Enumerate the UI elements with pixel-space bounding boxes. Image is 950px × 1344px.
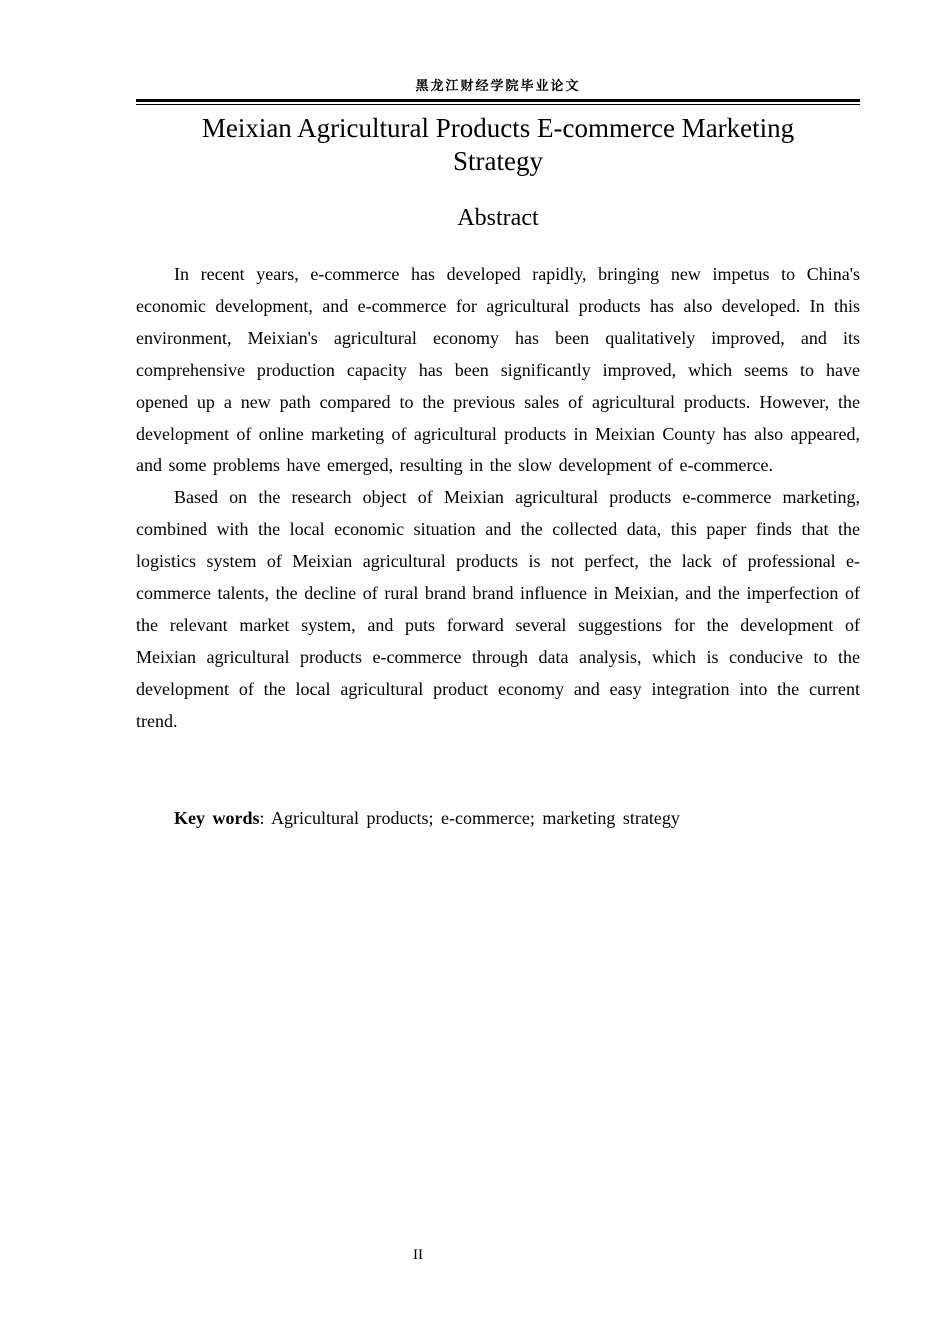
abstract-paragraph-1: In recent years, e-commerce has developed rapidly, bringing new impetus to China's economic development, and e-commerce for agricultural products has also developed. In this environment, Meixian's agricultural economy has been qualitatively improved, and its comprehensive production capacity has been significantly improved, which seems to have opened up a new path compared to the previous sales of agricultural products. However, the development of online marketing of agricultural products in Meixian County has also appeared, and some problems have emerged, resulting in the slow development of e-commerce. (136, 264, 860, 476)
header-rule-thin (136, 104, 860, 105)
running-header: 黑龙江财经学院毕业论文 (415, 79, 581, 94)
keywords-separator: : (259, 808, 265, 828)
abstract-body (136, 259, 860, 738)
header-rule-thick (136, 99, 860, 102)
page-number: II (413, 1247, 423, 1263)
keywords-label: Key words (174, 808, 260, 828)
keywords-text: Agricultural products; e-commerce; marketing strategy (264, 808, 680, 828)
abstract-paragraph-2: Based on the research object of Meixian agricultural products e-commerce marketing, combined with the local economic situation and the collected data, this paper finds that the logistics system of Meixian agricultural products is not perfect, the lack of professional e-commerce talents, the decline of rural brand brand influence in Meixian, and the imperfection of the relevant market system, and puts forward several suggestions for the development of Meixian agricultural products e-commerce through data analysis, which is conducive to the development of the local agricultural product economy and easy integration into the current trend. (136, 487, 860, 731)
keywords-line (136, 802, 860, 834)
abstract-heading: Abstract (457, 205, 539, 231)
paper-title-line-2: Strategy (453, 146, 543, 176)
paper-title-line-1: Meixian Agricultural Products E-commerce Marketing (201, 113, 795, 143)
paper-title (136, 112, 860, 178)
